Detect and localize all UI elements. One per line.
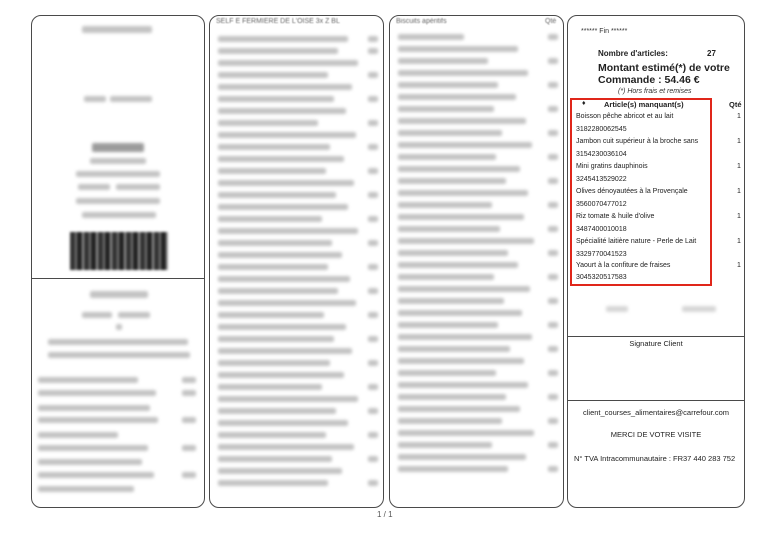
blurred-text xyxy=(218,336,334,342)
blurred-text xyxy=(398,178,506,184)
blurred-text xyxy=(218,468,342,474)
blurred-text xyxy=(218,300,356,306)
blurred-text xyxy=(218,444,354,450)
signature-label: Signature Client xyxy=(629,339,683,348)
blurred-text xyxy=(218,48,338,54)
blurred-text xyxy=(38,459,142,465)
blurred-text xyxy=(368,72,378,78)
blurred-text xyxy=(398,274,494,280)
missing-item-barcode: 3560070477012 xyxy=(576,201,627,208)
blurred-text xyxy=(398,442,492,448)
blurred-text xyxy=(218,36,348,42)
blurred-text xyxy=(38,377,138,383)
blurred-text xyxy=(76,198,160,204)
blurred-text xyxy=(218,252,342,258)
blurred-text xyxy=(548,130,558,136)
blurred-text xyxy=(398,370,496,376)
missing-item-barcode: 3329770041523 xyxy=(576,251,627,258)
blurred-text xyxy=(90,291,148,298)
blurred-text xyxy=(368,36,378,42)
missing-items-header: Article(s) manquant(s) xyxy=(604,100,684,109)
missing-item-name: Yaourt à la confiture de fraises xyxy=(576,262,671,269)
qty-column-header: Qté xyxy=(729,100,742,109)
missing-item-barcode: 3154230036104 xyxy=(576,151,627,158)
blurred-text xyxy=(548,298,558,304)
blurred-text xyxy=(398,454,526,460)
blurred-text xyxy=(182,472,196,478)
missing-item-qty: 1 xyxy=(737,138,741,145)
blurred-text xyxy=(218,96,334,102)
blurred-text xyxy=(218,396,358,402)
blurred-text xyxy=(218,360,330,366)
blurred-text xyxy=(218,156,344,162)
blurred-text xyxy=(38,486,134,492)
blurred-text xyxy=(398,202,492,208)
estimated-total-line1: Montant estimé(*) de votre xyxy=(598,62,730,74)
blurred-text xyxy=(368,96,378,102)
blurred-text xyxy=(548,34,558,40)
blurred-text xyxy=(398,46,518,52)
fees-note: (*) Hors frais et remises xyxy=(618,88,692,95)
blurred-text xyxy=(368,384,378,390)
blurred-text xyxy=(218,132,356,138)
blurred-text xyxy=(218,408,336,414)
blurred-text xyxy=(48,352,190,358)
blurred-text xyxy=(398,118,526,124)
blurred-text xyxy=(398,394,506,400)
blurred-text xyxy=(398,154,496,160)
blurred-text xyxy=(48,339,188,345)
blurred-text xyxy=(218,108,346,114)
blurred-text xyxy=(606,306,628,312)
missing-item-name: Jambon cuit supérieur à la broche sans xyxy=(576,138,699,145)
blurred-text xyxy=(118,312,150,318)
missing-item-name: Olives dénoyautées à la Provençale xyxy=(576,188,688,195)
blurred-text xyxy=(682,306,716,312)
missing-item-qty: 1 xyxy=(737,188,741,195)
estimated-total xyxy=(598,62,730,86)
blurred-text xyxy=(218,240,332,246)
blurred-text xyxy=(368,192,378,198)
missing-item-name: Riz tomate & huile d'olive xyxy=(576,213,655,220)
blurred-text xyxy=(116,184,160,190)
blurred-text xyxy=(218,168,326,174)
blurred-text xyxy=(368,480,378,486)
blurred-text xyxy=(218,420,348,426)
blurred-text xyxy=(182,377,196,383)
blurred-text xyxy=(398,58,488,64)
blurred-text xyxy=(548,274,558,280)
blurred-text xyxy=(182,390,196,396)
receipt-panel-store-header xyxy=(31,15,205,508)
panel-header: Biscuits apéritifs xyxy=(396,18,447,25)
panel-header: SELF E FERMIERE DE L'OISE 3x Z BL xyxy=(216,18,340,25)
blurred-text xyxy=(110,96,152,102)
missing-item-barcode: 3245413529022 xyxy=(576,176,627,183)
blurred-text xyxy=(84,96,106,102)
missing-item-qty: 1 xyxy=(737,163,741,170)
blurred-text xyxy=(38,432,118,438)
blurred-text xyxy=(368,144,378,150)
blurred-text xyxy=(218,180,354,186)
missing-item-qty: 1 xyxy=(737,113,741,120)
blurred-text xyxy=(398,214,524,220)
blurred-text xyxy=(76,171,160,177)
blurred-text xyxy=(82,26,152,33)
blurred-text xyxy=(368,312,378,318)
diamond-icon: ♦ xyxy=(582,100,586,107)
blurred-text xyxy=(218,276,350,282)
missing-item-barcode: 3487400010018 xyxy=(576,226,627,233)
blurred-text xyxy=(398,334,532,340)
blurred-text xyxy=(218,372,344,378)
blurred-text xyxy=(398,346,510,352)
thank-you-message: MERCI DE VOTRE VISITE xyxy=(610,430,702,439)
blurred-text xyxy=(398,190,528,196)
blurred-text xyxy=(548,226,558,232)
blurred-text xyxy=(368,216,378,222)
blurred-text xyxy=(398,106,494,112)
blurred-text xyxy=(218,312,324,318)
missing-item-barcode: 3182280062545 xyxy=(576,126,627,133)
qty-column-header: Qté xyxy=(545,18,557,25)
blurred-text xyxy=(368,264,378,270)
divider xyxy=(568,336,744,337)
page-number: 1 / 1 xyxy=(377,510,393,519)
blurred-text xyxy=(218,228,358,234)
blurred-text xyxy=(548,418,558,424)
blurred-text xyxy=(548,58,558,64)
blurred-text xyxy=(548,106,558,112)
blurred-text xyxy=(218,192,336,198)
blurred-text xyxy=(398,358,524,364)
blurred-text xyxy=(398,238,534,244)
blurred-text xyxy=(182,417,196,423)
blurred-text xyxy=(398,94,516,100)
blurred-text xyxy=(398,226,500,232)
blurred-text xyxy=(398,130,502,136)
blurred-text xyxy=(548,154,558,160)
blurred-text xyxy=(398,406,520,412)
blurred-text xyxy=(548,82,558,88)
blurred-text xyxy=(398,322,498,328)
blurred-text xyxy=(548,466,558,472)
blurred-text xyxy=(218,348,352,354)
blurred-text xyxy=(38,417,158,423)
blurred-text xyxy=(218,60,358,66)
blurred-text xyxy=(368,432,378,438)
blurred-text xyxy=(398,142,532,148)
blurred-text xyxy=(398,250,508,256)
blurred-text xyxy=(398,70,528,76)
blurred-text xyxy=(38,390,156,396)
divider xyxy=(32,278,204,279)
blurred-text xyxy=(548,442,558,448)
blurred-text xyxy=(82,312,112,318)
blurred-text xyxy=(368,240,378,246)
blurred-text xyxy=(398,310,522,316)
estimated-total-line2: Commande : 54.46 € xyxy=(598,74,700,86)
blurred-text xyxy=(398,298,504,304)
blurred-text xyxy=(548,394,558,400)
contact-email: client_courses_alimentaires@carrefour.com xyxy=(582,408,729,417)
missing-item-qty: 1 xyxy=(737,262,741,269)
blurred-text xyxy=(218,264,328,270)
missing-item-qty: 1 xyxy=(737,238,741,245)
blurred-text xyxy=(38,445,148,451)
blurred-text xyxy=(218,456,332,462)
blurred-text xyxy=(368,168,378,174)
blurred-text xyxy=(368,288,378,294)
blurred-text xyxy=(398,34,464,40)
blurred-text xyxy=(548,202,558,208)
blurred-text xyxy=(92,143,144,152)
barcode xyxy=(70,232,168,270)
blurred-text xyxy=(218,384,322,390)
blurred-text xyxy=(116,324,122,330)
blurred-text xyxy=(398,262,518,268)
blurred-text xyxy=(78,184,110,190)
blurred-text xyxy=(398,418,502,424)
blurred-text xyxy=(218,84,352,90)
end-marker: ****** Fin ****** xyxy=(581,28,628,35)
blurred-text xyxy=(218,324,346,330)
blurred-text xyxy=(218,120,318,126)
missing-item-name: Boisson pêche abricot et au lait xyxy=(576,113,674,120)
blurred-text xyxy=(548,250,558,256)
blurred-text xyxy=(548,370,558,376)
blurred-text xyxy=(548,322,558,328)
blurred-text xyxy=(90,158,146,164)
blurred-text xyxy=(398,382,528,388)
blurred-text xyxy=(398,166,520,172)
receipt-panel-items-2 xyxy=(389,15,564,508)
blurred-text xyxy=(38,405,150,411)
article-count-value: 27 xyxy=(707,49,716,58)
blurred-text xyxy=(368,48,378,54)
blurred-text xyxy=(398,82,498,88)
blurred-text xyxy=(182,445,196,451)
blurred-text xyxy=(368,408,378,414)
divider xyxy=(568,400,744,401)
vat-number: N° TVA Intracommunautaire : FR37 440 283 752 xyxy=(574,454,736,463)
blurred-text xyxy=(218,432,326,438)
missing-item-name: Mini gratins dauphinois xyxy=(576,163,648,170)
missing-item-qty: 1 xyxy=(737,213,741,220)
blurred-text xyxy=(38,472,154,478)
blurred-text xyxy=(548,346,558,352)
blurred-text xyxy=(218,72,328,78)
blurred-text xyxy=(218,288,338,294)
blurred-text xyxy=(218,204,348,210)
blurred-text xyxy=(82,212,156,218)
blurred-text xyxy=(368,120,378,126)
blurred-text xyxy=(398,430,534,436)
receipt-panel-summary xyxy=(567,15,745,508)
missing-item-name: Spécialité laitière nature - Perle de Lait xyxy=(576,238,697,245)
missing-item-barcode: 3045320517583 xyxy=(576,274,627,281)
blurred-text xyxy=(368,360,378,366)
blurred-text xyxy=(548,178,558,184)
blurred-text xyxy=(398,466,508,472)
article-count-label: Nombre d'articles: xyxy=(598,49,668,58)
blurred-text xyxy=(218,144,330,150)
blurred-text xyxy=(368,456,378,462)
receipt-panel-items-1 xyxy=(209,15,384,508)
blurred-text xyxy=(368,336,378,342)
blurred-text xyxy=(218,216,322,222)
blurred-text xyxy=(398,286,530,292)
blurred-text xyxy=(218,480,328,486)
